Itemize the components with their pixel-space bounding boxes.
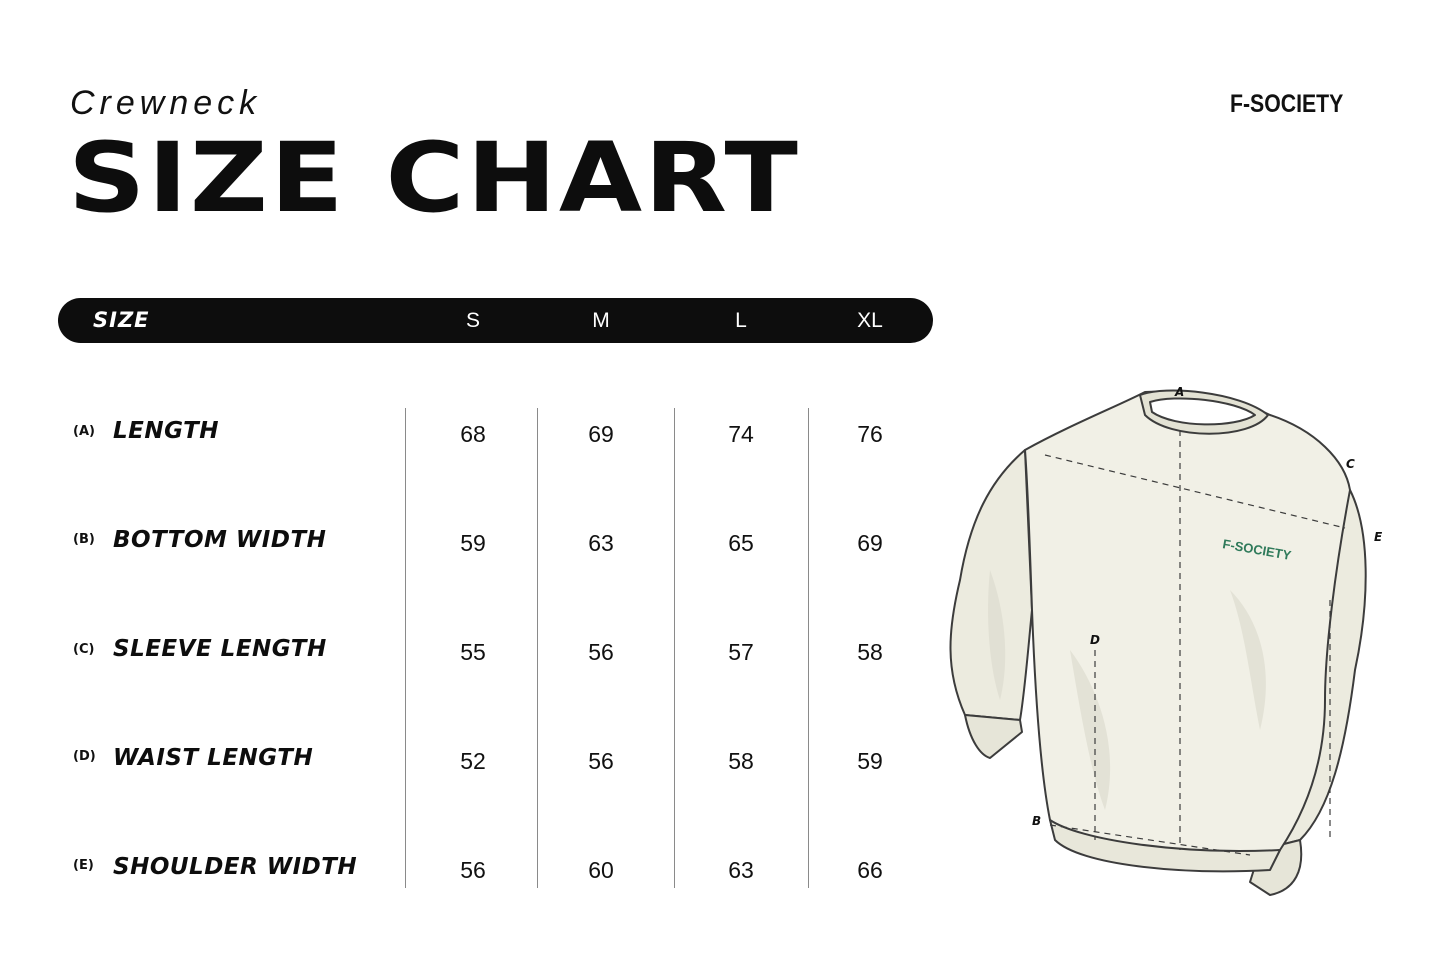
brand-logo: F-SOCIETY [1230,90,1344,118]
row-code: (D) [73,749,96,764]
marker-b: B [1032,814,1042,828]
table-cell: 74 [728,421,754,447]
table-cell: 55 [460,639,486,665]
table-cell: 58 [728,748,754,774]
marker-e: E [1374,530,1383,544]
row-label: SHOULDER WIDTH [113,854,358,880]
table-cell: 65 [728,530,754,556]
chest-print-logo: F-SOCIETY [1221,536,1293,563]
table-cell: 69 [857,530,883,556]
table-cell: 68 [460,421,486,447]
row-label: BOTTOM WIDTH [113,527,327,553]
table-cell: 59 [857,748,883,774]
page-title: SIZE CHART [68,122,801,234]
marker-a: A [1175,385,1185,399]
garment-body [950,391,1365,895]
table-cell: 63 [728,857,754,883]
size-col-s: S [465,309,480,332]
row-code: (C) [73,642,95,657]
row-label: LENGTH [113,418,220,444]
table-cell: 58 [857,639,883,665]
row-label: SLEEVE LENGTH [113,636,327,662]
table-cell: 59 [460,530,486,556]
column-divider [537,408,538,888]
table-cell: 63 [588,530,614,556]
marker-d: D [1090,633,1100,647]
table-cell: 66 [857,857,883,883]
table-cell: 56 [588,748,614,774]
subtitle: Crewneck [70,84,262,122]
row-code: (A) [73,424,95,439]
column-divider [808,408,809,888]
size-header-label: SIZE [93,308,150,332]
table-cell: 56 [588,639,614,665]
column-divider [405,408,406,888]
table-cell: 69 [588,421,614,447]
row-label: WAIST LENGTH [113,745,314,771]
size-col-l: L [735,309,747,332]
size-header-bar [58,298,933,343]
row-code: (B) [73,532,95,547]
column-divider [674,408,675,888]
marker-c: C [1346,457,1355,471]
table-cell: 52 [460,748,486,774]
size-col-m: M [592,309,610,332]
sweatshirt-illustration [930,370,1400,930]
table-cell: 76 [857,421,883,447]
table-cell: 57 [728,639,754,665]
table-cell: 56 [460,857,486,883]
row-code: (E) [73,858,94,873]
size-col-xl: XL [857,309,883,332]
table-cell: 60 [588,857,614,883]
